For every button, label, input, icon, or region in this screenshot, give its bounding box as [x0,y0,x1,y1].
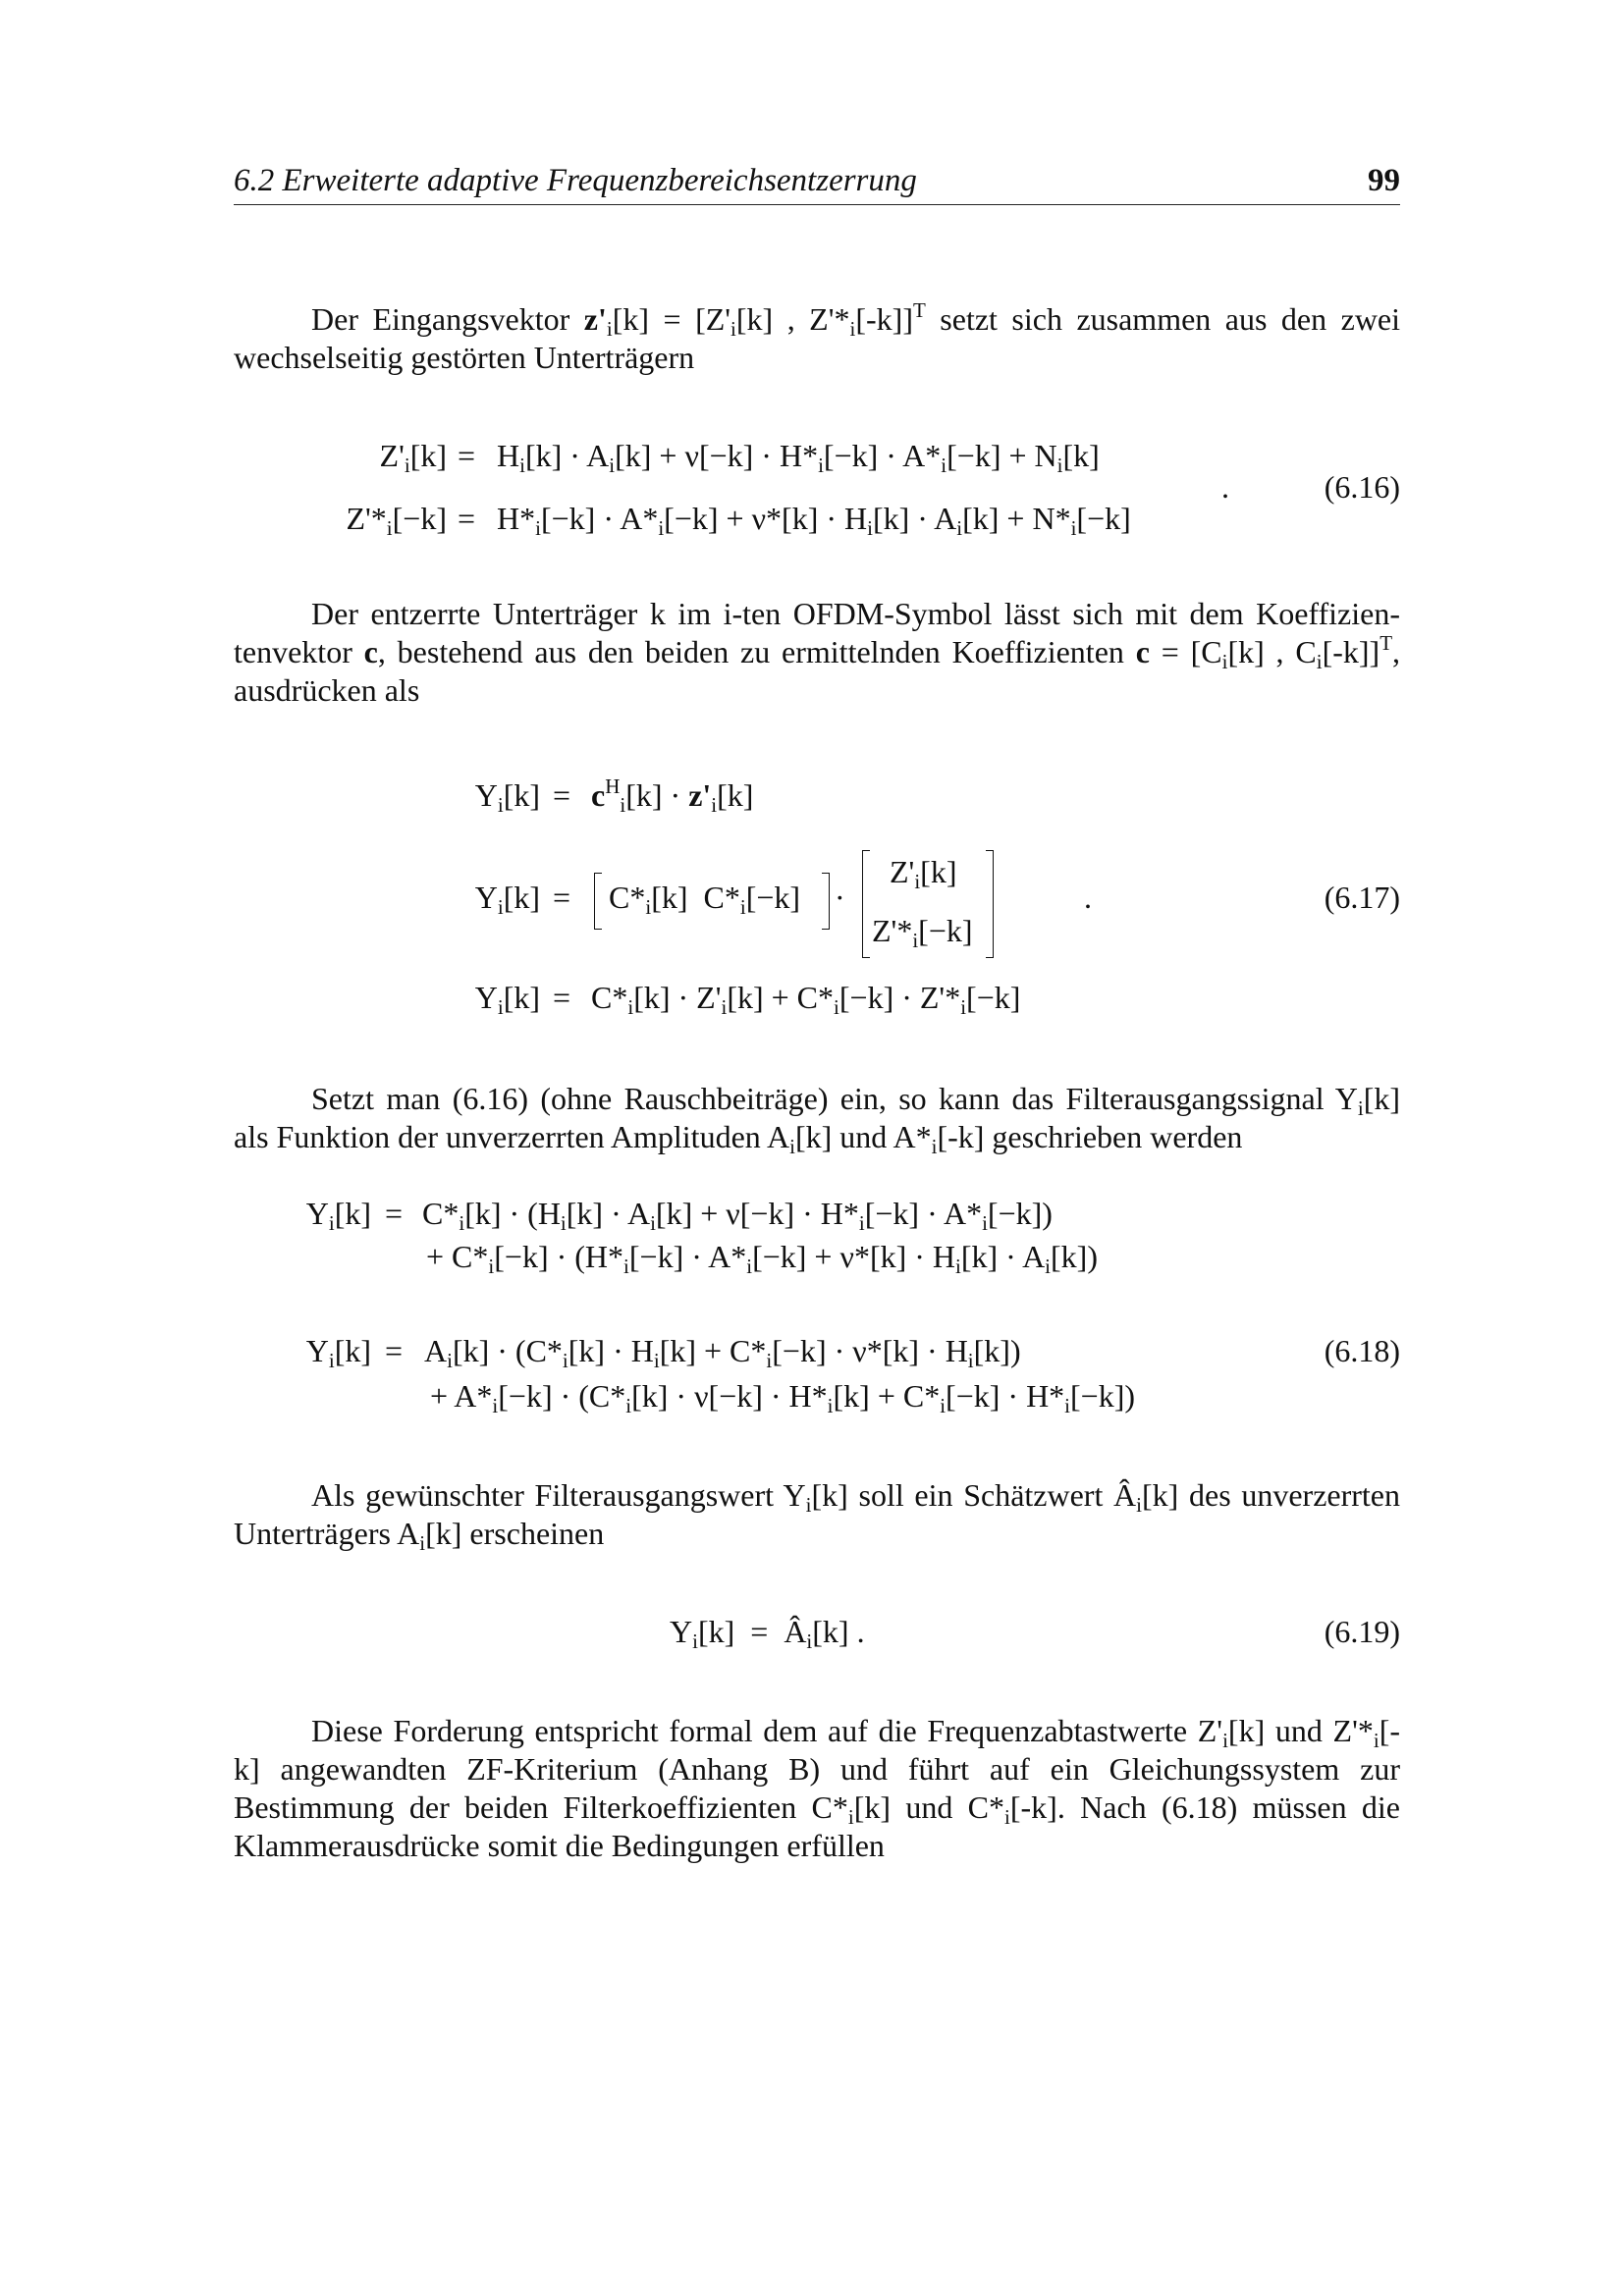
column-vector-bracket-right [986,850,994,958]
equation-number-6-18: (6.18) [1324,1333,1400,1368]
row-vector-bracket-right [822,873,830,930]
paragraph-5: Diese Forderung entspricht formal dem auf die Frequenzabtastwerte $Z'_i[k]$ und $Z'*_i[-k]$ angewandten ZF-Kriterium (Anhang B) und führt auf ein Gleichungssystem zur Bestimmung der beiden Filterkoeffizienten $C*_i[k]$ und $C*_i[-k]$. Nach (6.18) müssen die Klammerausdrücke somit die Bedingungen erfüllen [234,1713,1401,1863]
row-vector-bracket-left [594,873,602,930]
column-vector-entry-1: $Z'_i[k]$ [890,854,957,893]
page-number: 99 [1368,163,1400,198]
paragraph-4: Als gewünschter Filterausgangswert $Y_i[k]$ soll ein Schätzwert $Â_i[k]$ des unverzerrten Unterträgers $A_i[k]$ erscheinen [234,1477,1401,1555]
equation-period: . [1221,469,1229,505]
equation-number-6-17: (6.17) [1324,880,1400,915]
equation-6-19: $Y_i[k]$ = $Â_i[k]$ . [670,1614,865,1653]
paragraph-2: Der entzerrte Unterträger k im i-ten OFDM-Symbol lässt sich mit dem Koeffizientenvektor c, bestehend aus den beiden zu ermittelnden Koeffizienten $c = [C_i[k]$ , $C_i[-k]]^T$, ausdrücken als [234,596,1401,708]
paragraph-1: Der Eingangsvektor $z'_i[k] = [Z'_i[k]$ , $Z'*_i[-k]]^T$ setzt sich zusammen aus den zwei wechselseitig gestörten Unterträgern [234,298,1401,375]
paragraph-3: Setzt man (6.16) (ohne Rauschbeiträge) ein, so kann das Filterausgangssignal $Y_i[k]$ als Funktion der unverzerrten Amplituden $A_i[k]$ und $A*_i[-k]$ geschrieben werden [234,1081,1400,1158]
column-vector-bracket-left [862,850,870,958]
expansion-row-2: + $C*_i[-k] \cdot (H*_i[-k] \cdot A*_i[-k] + \nu*[k] \cdot H_i[k] \cdot A_i[k])$ [426,1239,1098,1278]
running-header [234,163,1400,205]
document-page: 6.2 Erweiterte adaptive Frequenzbereichsentzerrung 99 Der Eingangsvektor $z'_i[k] = [Z'_i[k]$ , $Z'*_i[-k]]^T$ setzt sich zusammen aus den zwei wechselseitig gestörten Unterträgern $Z'_i[k]$ = $H_i[k] \cdot A_i[k] + \nu[-k] \cdot H*_i[-k] \cdot A*_i[-k] + N_i[k]$ $Z'*_i[-k]$ = $H*_i[-k] \cdot A*_i[-k] + \nu*[k] \cdot H_i[k] \cdot A_i[k] + N*_i[-k]$ . (6.16) Der entzerrte Unterträger k im i-ten OFDM-Symbol lässt sich mit dem Koeffizientenvektor c, bestehend aus den beiden zu ermittelnden Koeffizienten $c = [C_i[k]$ , $C_i[-k]]^T$, ausdrücken als $Y_i[k]$ = $c^H_i[k] \cdot z'_i[k]$ $Y_i[k]$ = $C*_i[k]$ $C*_i[-k]$ · $Z'_i[k]$ $Z'*_i[-k]$ . (6.17) $Y_i[k]$ = $C*_i[k] \cdot Z'_i[k] + C*_i[-k] \cdot Z'*_i[-k]$ Setzt man (6.16) (ohne Rauschbeiträge) ein, so kann das Filterausgangssignal $Y_i[k]$ als Funktion der unverzerrten Amplituden $A_i[k]$ und $A*_i[-k]$ geschrieben werden $Y_i[k]$ = $C*_i[k] \cdot (H_i[k] \cdot A_i[k] + \nu[-k] \cdot H*_i[-k] \cdot A*_i[-k])$ + $C*_i[-k] \cdot (H*_i[-k] \cdot A*_i[-k] + \nu*[k] \cdot H_i[k] \cdot A_i[k])$ $Y_i[k]$ = $A_i[k] \cdot (C*_i[k] \cdot H_i[k] + C*_i[-k] \cdot \nu*[k] \cdot H_i[k])$ + $A*_i[-k] \cdot (C*_i[k] \cdot \nu[-k] \cdot H*_i[k] + C*_i[-k] \cdot H*_i[-k])$ (6.18) Als gewünschter Filterausgangswert $Y_i[k]$ soll ein Schätzwert $Â_i[k]$ des unverzerrten Unterträgers $A_i[k]$ erscheinen $Y_i[k]$ = $Â_i[k]$ . (6.19) Diese Forderung entspricht formal dem auf die Frequenzabtastwerte $Z'_i[k]$ und $Z'*_i[-k]$ angewandten ZF-Kriterium (Anhang B) und führt auf ein Gleichungssystem zur Bestimmung der beiden Filterkoeffizienten $C*_i[k]$ und $C*_i[-k]$. Nach (6.18) müssen die Klammerausdrücke somit die Bedingungen erfüllen [234,163,1401,1863]
section-title: 6.2 Erweiterte adaptive Frequenzbereichsentzerrung [234,163,917,198]
equation-period: . [1084,880,1092,915]
equation-6-18-row-2: + $A*_i[-k] \cdot (C*_i[k] \cdot \nu[-k] \cdot H*_i[k] + C*_i[-k] \cdot H*_i[-k])$ [430,1378,1136,1417]
column-vector-entry-2: $Z'*_i[-k]$ [872,913,973,952]
equation-number-6-16: (6.16) [1324,469,1400,505]
equation-number-6-19: (6.19) [1324,1614,1400,1649]
